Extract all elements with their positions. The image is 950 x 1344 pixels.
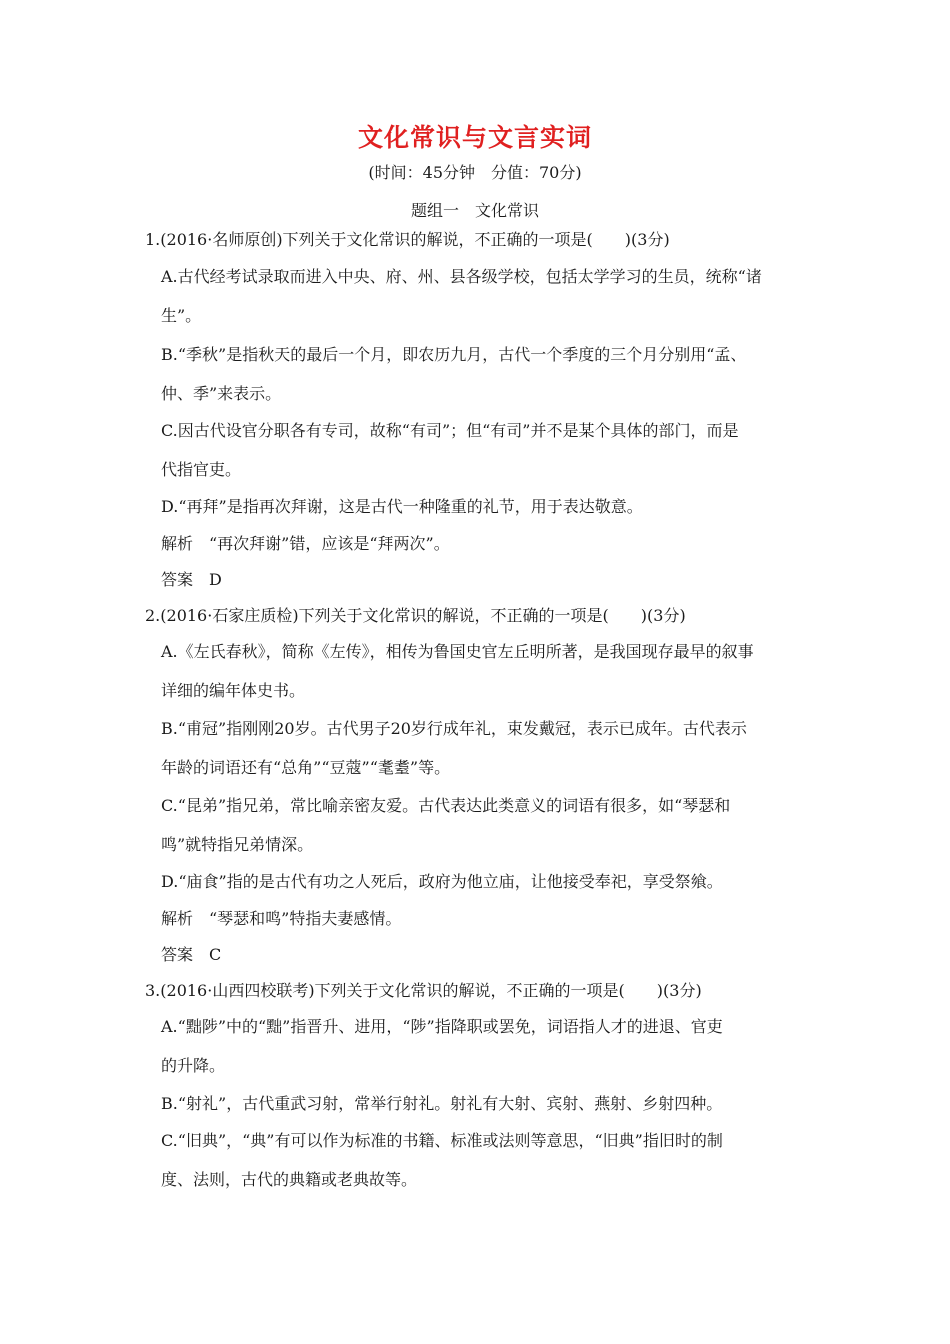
q2-option-a: A.《左氏春秋》，简称《左传》，相传为鲁国史官左丘明所著，是我国现存最早的叙事 <box>161 642 754 661</box>
q2-option-c: C.“昆弟”指兄弟，常比喻亲密友爱。古代表达此类意义的词语有很多，如“琴瑟和 <box>161 796 731 815</box>
q1-stem: 1.(2016·名师原创)下列关于文化常识的解说，不正确的一项是( )(3分) <box>145 230 670 249</box>
document-subtitle: (时间：45分钟 分值：70分) <box>368 163 582 182</box>
q1-option-b-cont: 仲、季”来表示。 <box>161 384 282 403</box>
group-heading: 题组一 文化常识 <box>410 201 539 220</box>
q1-option-b: B.“季秋”是指秋天的最后一个月，即农历九月，古代一个季度的三个月分别用“孟、 <box>161 345 747 364</box>
q1-analysis: 解析 “再次拜谢”错，应该是“拜两次”。 <box>161 534 450 553</box>
q2-option-b-cont: 年龄的词语还有“总角”“豆蔻”“耄耋”等。 <box>161 758 451 777</box>
q1-option-a-cont: 生”。 <box>161 306 202 325</box>
q2-analysis: 解析 “琴瑟和鸣”特指夫妻感情。 <box>161 909 402 928</box>
document-title: 文化常识与文言实词 <box>357 123 592 152</box>
q1-answer: 答案 D <box>161 570 222 589</box>
q2-stem: 2.(2016·石家庄质检)下列关于文化常识的解说，不正确的一项是( )(3分) <box>145 606 686 625</box>
q2-option-d: D.“庙食”指的是古代有功之人死后，政府为他立庙，让他接受奉祀，享受祭飨。 <box>161 872 723 891</box>
q2-option-c-cont: 鸣”就特指兄弟情深。 <box>161 835 314 854</box>
q3-stem: 3.(2016·山西四校联考)下列关于文化常识的解说，不正确的一项是( )(3分) <box>145 981 702 1000</box>
q2-option-b: B.“甫冠”指刚刚20岁。古代男子20岁行成年礼，束发戴冠，表示已成年。古代表示 <box>161 719 747 738</box>
q3-option-c-cont: 度、法则，古代的典籍或老典故等。 <box>161 1170 418 1189</box>
q1-option-c-cont: 代指官吏。 <box>161 460 242 479</box>
q3-option-c: C.“旧典”，“典”有可以作为标准的书籍、标准或法则等意思，“旧典”指旧时的制 <box>161 1131 723 1150</box>
q3-option-a: A.“黜陟”中的“黜”指晋升、进用，“陟”指降职或罢免，词语指人才的进退、官吏 <box>161 1017 723 1036</box>
q3-option-b: B.“射礼”，古代重武习射，常举行射礼。射礼有大射、宾射、燕射、乡射四种。 <box>161 1094 723 1113</box>
q1-option-d: D.“再拜”是指再次拜谢，这是古代一种隆重的礼节，用于表达敬意。 <box>161 497 643 516</box>
q2-answer: 答案 C <box>161 945 222 964</box>
q1-option-c: C.因古代设官分职各有专司，故称“有司”；但“有司”并不是某个具体的部门，而是 <box>161 421 739 440</box>
q1-option-a: A.古代经考试录取而进入中央、府、州、县各级学校，包括太学学习的生员，统称“诸 <box>161 267 762 286</box>
q2-option-a-cont: 详细的编年体史书。 <box>161 681 306 700</box>
q3-option-a-cont: 的升降。 <box>161 1056 226 1075</box>
